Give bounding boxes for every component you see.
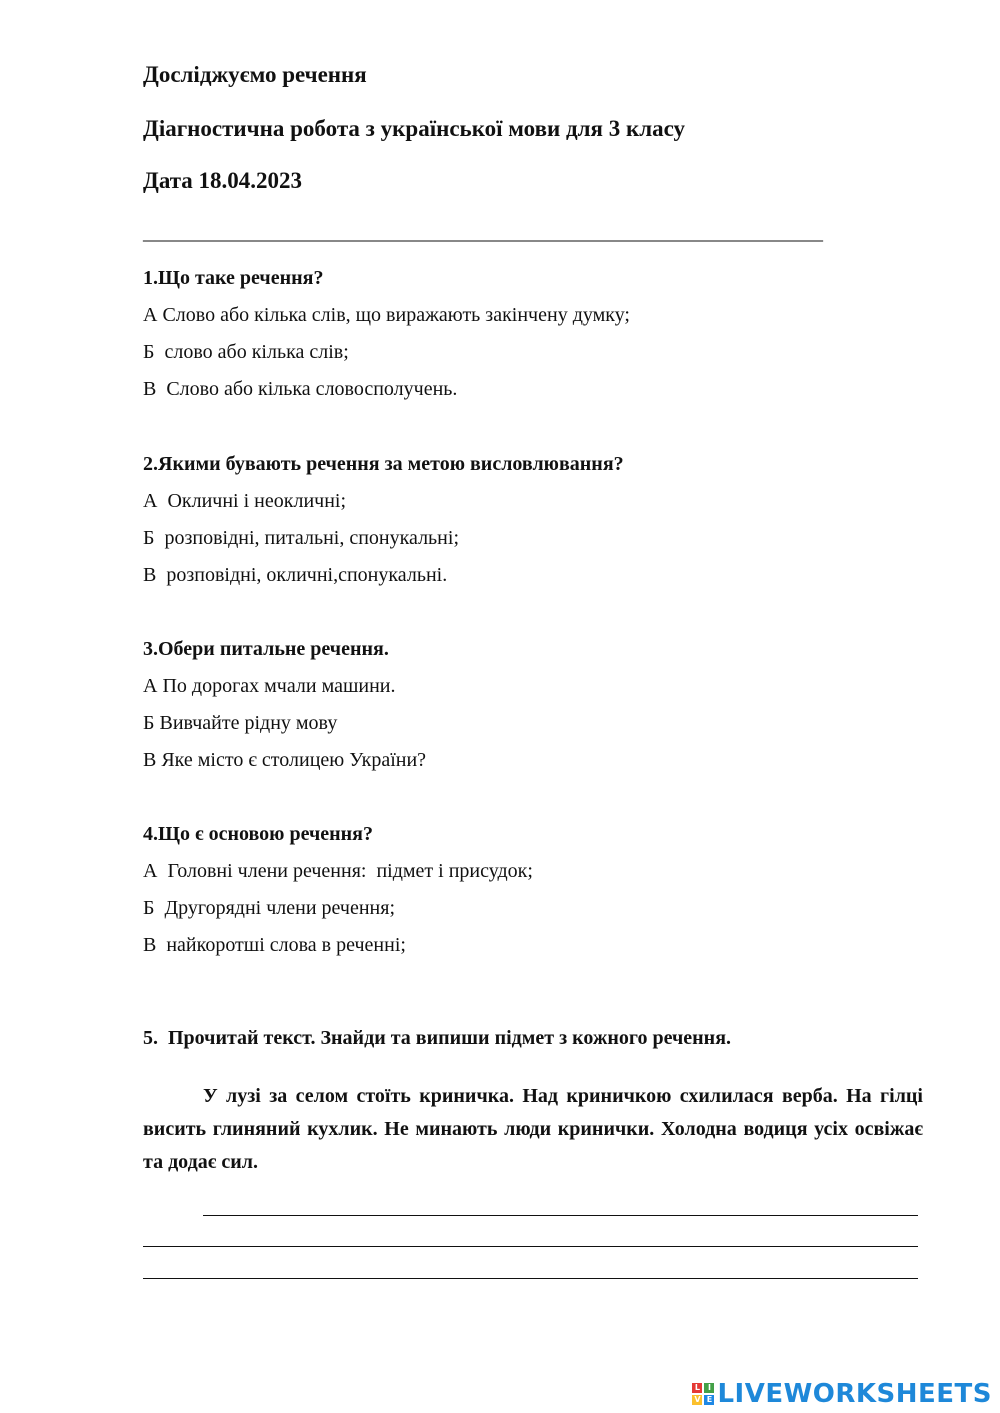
question-4-option-b[interactable]: Б Другорядні члени речення;: [143, 897, 396, 919]
logo-cell-l: L: [692, 1383, 702, 1393]
worksheet-title: Досліджуємо речення: [143, 62, 367, 87]
question-3-option-a[interactable]: А По дорогах мчали машини.: [143, 675, 396, 697]
logo-cell-v: V: [694, 1395, 701, 1404]
liveworksheets-watermark: [692, 1377, 992, 1411]
worksheet-subtitle: Діагностична робота з української мови для 3 класу: [143, 116, 686, 141]
question-1-option-a[interactable]: А Слово або кілька слів, що виражають закінчену думку;: [143, 304, 630, 326]
question-2-option-b[interactable]: Б розповідні, питальні, спонукальні;: [143, 527, 459, 549]
logo-cell-e: E: [704, 1395, 714, 1405]
question-2-option-a[interactable]: А Окличні і неокличні;: [143, 490, 347, 512]
question-1-option-b[interactable]: Б слово або кілька слів;: [143, 341, 349, 363]
task-5-passage: У лузі за селом стоїть криничка. Над криничкою схилилася верба. На гілці висить глиняний кухлик. Не минають люди кринички. Холодна водиця усіх освіжає та додає сил.: [143, 1085, 923, 1173]
question-1-prompt: 1.Що таке речення?: [143, 267, 324, 289]
answer-line-2[interactable]: [143, 1246, 918, 1247]
name-line[interactable]: ____________________________________________________________________: [143, 222, 823, 244]
question-2-prompt: 2.Якими бувають речення за метою висловлювання?: [143, 453, 624, 475]
question-4-prompt: 4.Що є основою речення?: [143, 823, 373, 845]
question-3-option-c[interactable]: В Яке місто є столицею України?: [143, 749, 427, 771]
answer-line-3[interactable]: [143, 1278, 918, 1279]
logo-cell-i: I: [704, 1383, 714, 1393]
watermark-text: LIVEWORKSHEETS: [717, 1379, 992, 1409]
question-3-option-b[interactable]: Б Вивчайте рідну мову: [143, 712, 338, 734]
question-3-prompt: 3.Обери питальне речення.: [143, 638, 389, 660]
question-4-option-a[interactable]: А Головні члени речення: підмет і присудок;: [143, 860, 533, 882]
worksheet-date: Дата 18.04.2023: [143, 168, 303, 193]
task-5-prompt: 5. Прочитай текст. Знайди та випиши підмет з кожного речення.: [143, 1027, 732, 1049]
question-4-option-c[interactable]: В найкоротші слова в реченні;: [143, 934, 406, 956]
answer-line-1[interactable]: [203, 1215, 918, 1216]
liveworksheets-logo-icon: [692, 1383, 714, 1405]
question-1-option-c[interactable]: В Слово або кілька словосполучень.: [143, 378, 458, 400]
question-2-option-c[interactable]: В розповідні, окличні,спонукальні.: [143, 564, 448, 586]
